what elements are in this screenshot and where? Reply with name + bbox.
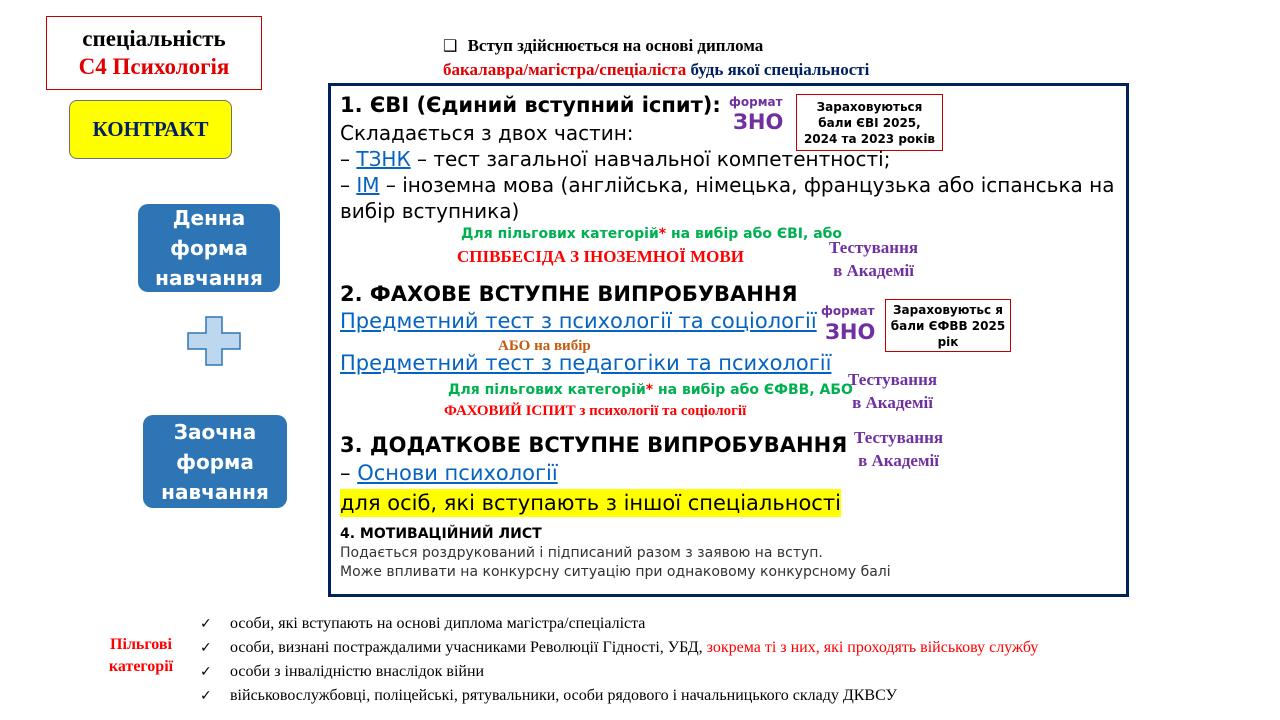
- check-icon: ✓: [200, 688, 212, 704]
- admission-intro: [443, 34, 1003, 82]
- specialty-box: [46, 16, 262, 90]
- fvv-testing-label: Тестування в Академії: [848, 370, 938, 412]
- specialty-label: спеціальність: [82, 26, 226, 51]
- benefits-list: [200, 612, 1038, 708]
- requirements-panel: [328, 83, 1129, 597]
- motivation-line2: Може впливати на конкурсну ситуацію при однаковому конкурсному балі: [340, 564, 891, 580]
- professional-exam-label: ФАХОВИЙ ІСПИТ з психології та соціології: [444, 403, 747, 419]
- fvv-heading: 2. ФАХОВЕ ВСТУПНЕ ВИПРОБУВАННЯ: [340, 282, 798, 306]
- check-icon: ✓: [200, 616, 212, 632]
- psychology-sociology-test-link[interactable]: Предметний тест з психології та соціології: [340, 309, 817, 333]
- evi-parts-line: Складається з двох частин:: [340, 121, 634, 145]
- evi-im-line: – ІМ – іноземна мова (англійська, німецька, французька або іспанська на: [340, 173, 1115, 197]
- im-link[interactable]: ІМ: [356, 173, 380, 197]
- evi-heading: 1. ЄВІ (Єдиний вступний іспит):: [340, 93, 721, 117]
- fvv-scores-note: Зараховуютьс я бали ЄФВВ 2025 рік: [885, 299, 1011, 352]
- day-form-button[interactable]: Денна форма навчання: [138, 204, 280, 292]
- tznk-link[interactable]: ТЗНК: [356, 147, 411, 171]
- evi-benefit-note: Для пільгових категорій* на вибір або ЄВІ, або: [461, 226, 843, 242]
- list-item: ✓ особи, які вступають на основі диплома магістра/спеціаліста: [200, 612, 1038, 636]
- check-icon: ✓: [200, 640, 212, 656]
- extra-exam-heading: 3. ДОДАТКОВЕ ВСТУПНЕ ВИПРОБУВАННЯ: [340, 433, 848, 457]
- fvv-format-zno: ЗНО: [825, 320, 876, 344]
- evi-choice-line: вибір вступника): [340, 199, 520, 223]
- motivation-line1: Подається роздрукований і підписаний разом з заявою на вступ.: [340, 545, 823, 561]
- list-item: ✓ особи з інвалідністю внаслідок війни: [200, 660, 1038, 684]
- psychology-basics-link[interactable]: Основи психології: [357, 461, 558, 485]
- extra-testing-label: Тестування в Академії: [854, 428, 944, 470]
- plus-icon: [187, 316, 241, 366]
- check-icon: ✓: [200, 664, 212, 680]
- specialty-name: С4 Психологія: [78, 54, 230, 79]
- fvv-format-label: формат: [821, 304, 875, 318]
- evi-format-label: формат: [729, 95, 783, 109]
- extramural-form-button[interactable]: Заочна форма навчання: [143, 415, 287, 508]
- motivation-heading: 4. МОТИВАЦІЙНИЙ ЛИСТ: [340, 526, 542, 542]
- evi-tznk-line: – ТЗНК – тест загальної навчальної компетентності;: [340, 147, 891, 171]
- list-item: ✓ військовослужбовці, поліцейські, рятувальники, особи рядового і начальницького складу ДКВСУ: [200, 684, 1038, 708]
- contract-badge: КОНТРАКТ: [69, 100, 232, 159]
- interview-label: СПІВБЕСІДА З ІНОЗЕМНОЇ МОВИ: [457, 247, 744, 266]
- evi-testing-label: Тестування в Академії: [829, 238, 919, 280]
- list-item: ✓ особи, визнані постраждалими учасниками Революції Гідності, УБД, зокрема ті з них, які проходять військову службу: [200, 636, 1038, 660]
- evi-format-zno: ЗНО: [733, 110, 784, 134]
- other-specialty-highlight: для осіб, які вступають з іншої спеціальності: [340, 491, 841, 515]
- intro-line2: бакалавра/магістра/спеціаліста будь якої спеціальності: [443, 60, 870, 79]
- psychology-basics-line: – Основи психології: [340, 461, 558, 485]
- checkbox-bullet-icon: ❑: [443, 36, 458, 55]
- evi-scores-note: Зараховуються бали ЄВІ 2025, 2024 та 2023 років: [796, 94, 943, 151]
- pedagogy-psychology-test-link[interactable]: Предметний тест з педагогіки та психології: [340, 351, 832, 375]
- intro-line1: ❑ Вступ здійснюється на основі диплома: [443, 36, 764, 55]
- or-choice-label: АБО на вибір: [498, 338, 591, 354]
- fvv-benefit-note: Для пільгових категорій* на вибір або ЄФВВ, АБО: [448, 382, 853, 398]
- benefits-label: Пільгові категорії: [108, 636, 174, 675]
